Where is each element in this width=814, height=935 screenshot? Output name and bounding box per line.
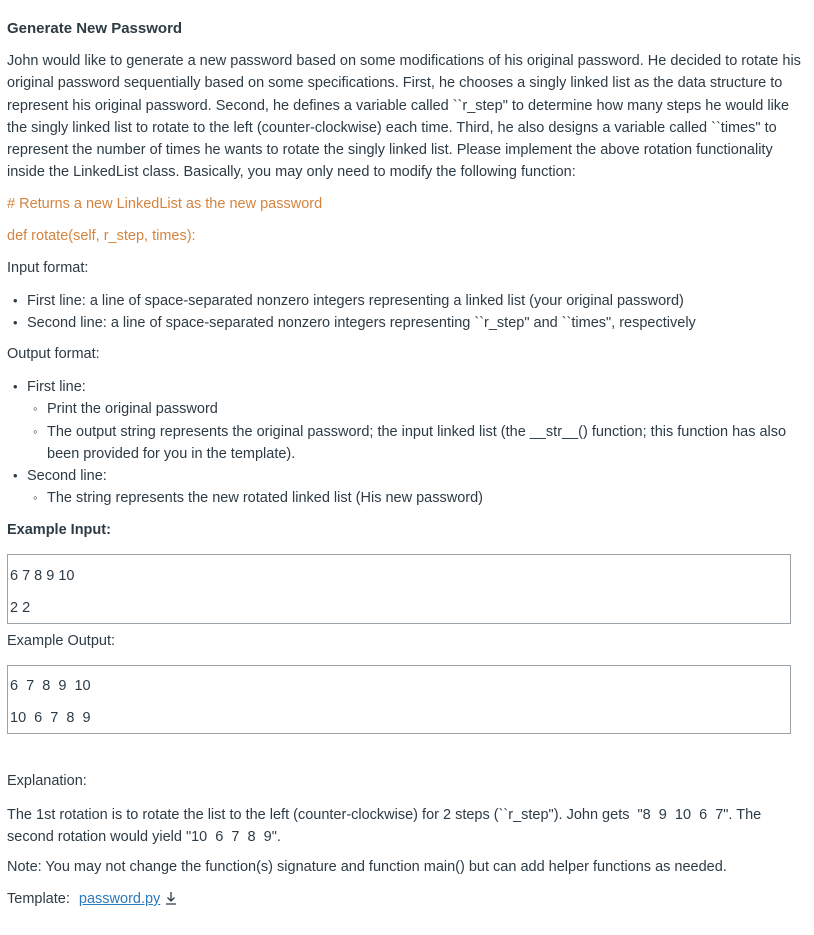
example-input-line: 6 7 8 9 10 (10, 568, 75, 584)
list-item: • Second line: a line of space-separated nonzero integers representing ``r_step" and ``times", respectively (7, 312, 807, 334)
example-output-line: 10 6 7 8 9 (10, 710, 91, 726)
list-item: • First line: a line of space-separated nonzero integers representing a linked list (your original password) (7, 290, 807, 312)
template-file-link[interactable]: password.py (78, 891, 161, 907)
input-format-heading: Input format: (7, 260, 89, 276)
sub-list-item: ◦ The string represents the new rotated linked list (His new password) (7, 487, 807, 509)
sub-list-item: ◦ The output string represents the original password; the input linked list (the __str__() function; this function has also been provided for you in the template). (7, 421, 807, 466)
note-text: Note: You may not change the function(s) signature and function main() but can add helper functions as needed. (7, 859, 727, 875)
example-output-box (7, 665, 791, 734)
list-item: • Second line: (7, 465, 807, 487)
example-input-label: Example Input: (7, 522, 111, 538)
example-input-line: 2 2 (10, 600, 31, 616)
page-title: Generate New Password (7, 20, 183, 37)
example-output-line: 6 7 8 9 10 (10, 678, 91, 694)
explanation-heading: Explanation: (7, 773, 87, 789)
template-label: Template: (7, 891, 70, 907)
template-row (7, 891, 177, 909)
list-item: • First line: (7, 376, 807, 398)
input-format-list (7, 290, 807, 335)
code-comment: # Returns a new LinkedList as the new password (7, 196, 323, 212)
download-icon[interactable] (165, 891, 177, 909)
explanation-text: The 1st rotation is to rotate the list to the left (counter-clockwise) for 2 steps (``r_step"). John gets "8 9 10 6 7". The second rotation would yield "10 6 7 8 9". (7, 807, 766, 846)
output-format-heading: Output format: (7, 346, 100, 362)
example-output-label: Example Output: (7, 633, 115, 649)
sub-list-item: ◦ Print the original password (7, 398, 807, 420)
example-input-box (7, 554, 791, 624)
output-format-list (7, 376, 807, 510)
intro-paragraph: John would like to generate a new password based on some modifications of his original password. He decided to rotate his original password sequentially based on some specifications. First, he chooses a singly linked list as the data structure to represent his original password. Second, he defines a variable called ``r_step" to determine how many steps he would like the singly linked list to rotate to the left (counter-clockwise) each time. Third, he also designs a variable called ``times" to represent the number of times he wants to rotate the singly linked list. Please implement the above rotation functionality inside the LinkedList class. Basically, you may only need to modify the following function: (7, 53, 801, 181)
code-signature: def rotate(self, r_step, times): (7, 228, 196, 244)
